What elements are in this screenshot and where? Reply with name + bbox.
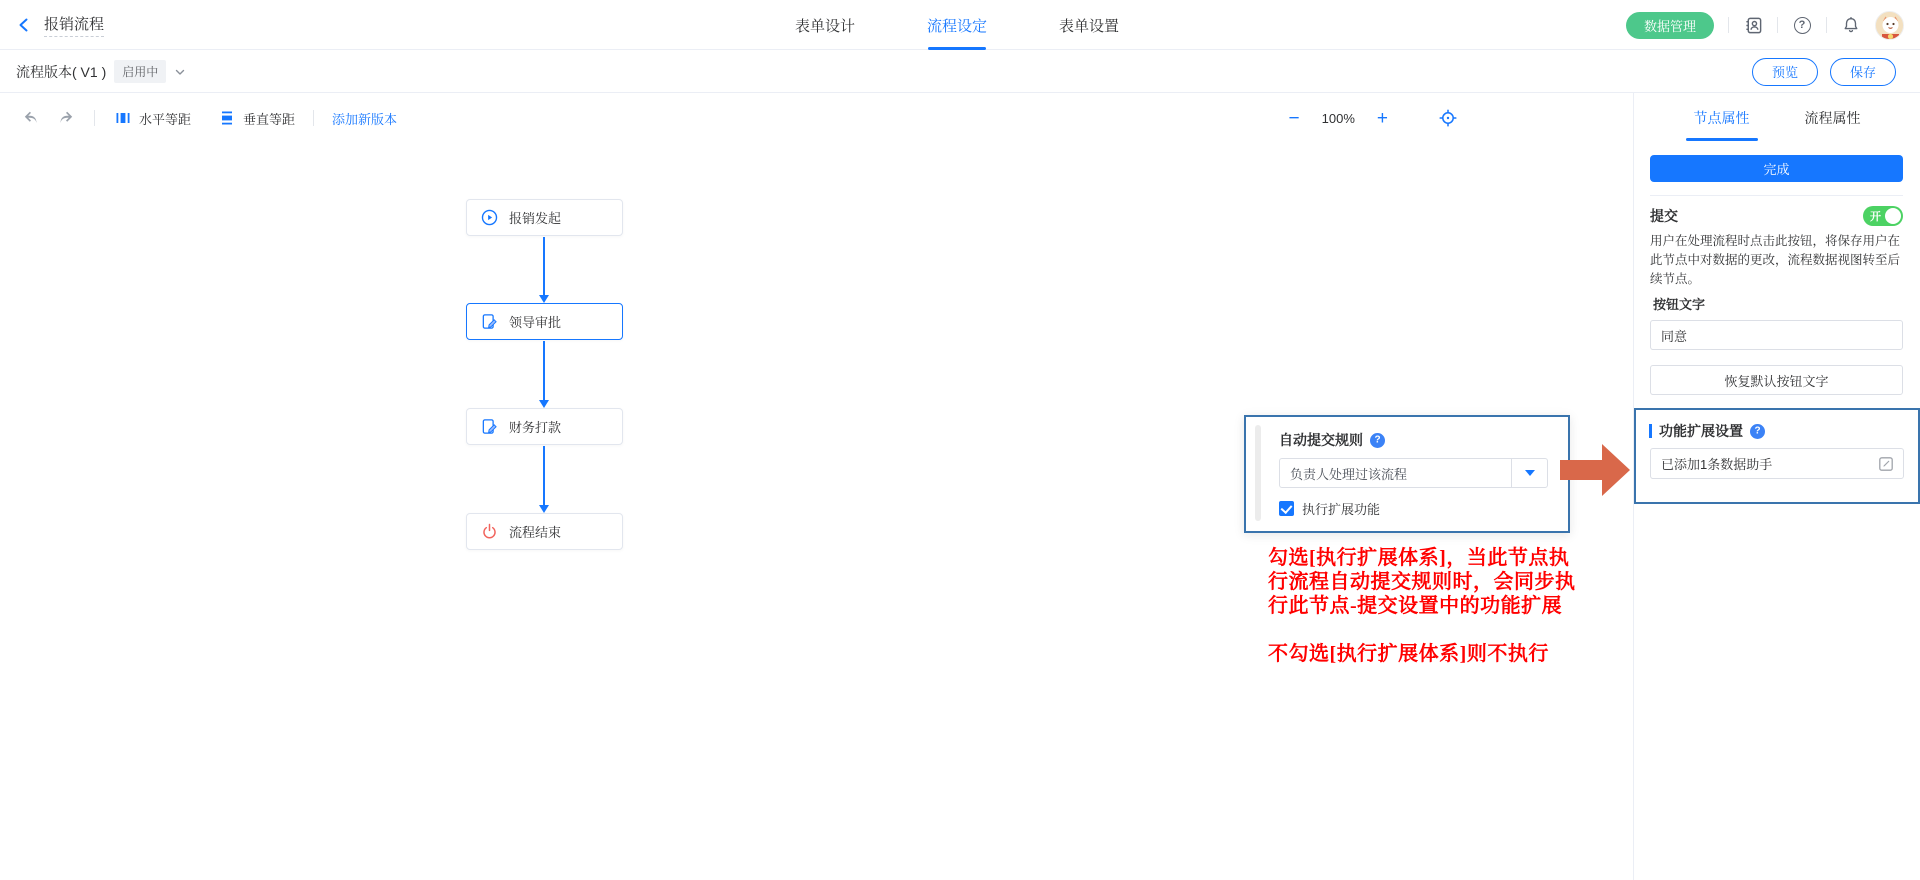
- version-label: 流程版本( V1 ): [16, 63, 107, 80]
- annotation-line: 不勾选[执行扩展体系]则不执行: [1268, 643, 1549, 665]
- node-label: 流程结束: [509, 525, 562, 540]
- flow-connector: [538, 237, 550, 303]
- data-manage-button[interactable]: 数据管理: [1626, 12, 1714, 39]
- submit-description: 用户在处理流程时点击此按钮，将保存用户在此节点中对数据的更改，流程数据视图转至后续节点。: [1650, 234, 1901, 286]
- user-avatar[interactable]: [1875, 11, 1904, 40]
- divider: [94, 110, 95, 126]
- question-circle-icon[interactable]: [1750, 424, 1765, 439]
- v-equal-icon[interactable]: [217, 108, 237, 128]
- header-tabs: [795, 0, 1119, 50]
- flow-node-start[interactable]: [466, 199, 623, 236]
- submit-section-title: 提交: [1650, 208, 1678, 224]
- checkbox-label: 执行扩展功能: [1302, 502, 1381, 517]
- divider: [1826, 17, 1827, 33]
- auto-submit-rule-popup: [1244, 415, 1570, 533]
- flow-connector: [538, 341, 550, 408]
- annotation-line: 勾选[执行扩展体系]，当此节点执: [1268, 547, 1570, 569]
- extension-section-title: 功能扩展设置: [1659, 423, 1743, 439]
- undo-icon[interactable]: [20, 108, 40, 128]
- divider: [313, 110, 314, 126]
- edit-icon[interactable]: [1878, 456, 1894, 472]
- h-equal-label[interactable]: 水平等距: [139, 111, 192, 127]
- help-icon[interactable]: [1792, 15, 1812, 35]
- tab-form-design[interactable]: 表单设计: [795, 17, 856, 35]
- status-badge: 启用中: [114, 60, 166, 83]
- version-selector[interactable]: [16, 50, 186, 93]
- add-version-link[interactable]: 添加新版本: [332, 111, 398, 127]
- canvas-toolbar: [0, 93, 1633, 143]
- select-value: 负责人处理过该流程: [1290, 466, 1408, 482]
- properties-sidebar: [1633, 93, 1920, 880]
- divider: [1650, 195, 1903, 196]
- node-label: 领导审批: [509, 315, 562, 330]
- play-circle-icon: [481, 209, 498, 226]
- save-button[interactable]: 保存: [1830, 58, 1896, 86]
- flow-node-end[interactable]: [466, 513, 623, 550]
- data-assistant-value: 已添加1条数据助手: [1661, 457, 1773, 472]
- data-assistant-field[interactable]: [1650, 448, 1904, 479]
- zoom-level: 100%: [1321, 110, 1355, 126]
- v-equal-label[interactable]: 垂直等距: [243, 111, 296, 127]
- checkbox-checked-icon[interactable]: [1279, 501, 1294, 516]
- divider: [1728, 17, 1729, 33]
- annotation-text: [1268, 546, 1598, 666]
- edit-doc-icon: [481, 418, 498, 435]
- chevron-down-icon: [174, 66, 186, 78]
- auto-submit-rule-select[interactable]: [1279, 458, 1548, 488]
- version-bar: [0, 50, 1920, 93]
- tab-form-setting[interactable]: 表单设置: [1059, 17, 1120, 35]
- flow-node-finance-pay[interactable]: [466, 408, 623, 445]
- submit-toggle[interactable]: 开: [1863, 206, 1903, 226]
- redo-icon[interactable]: [56, 108, 76, 128]
- page-title[interactable]: 报销流程: [44, 13, 104, 37]
- button-text-input[interactable]: [1650, 320, 1903, 350]
- extension-checkbox-row[interactable]: [1279, 499, 1380, 518]
- divider: [1777, 17, 1778, 33]
- node-label: 报销发起: [509, 211, 562, 226]
- chevron-down-icon: [1525, 470, 1535, 476]
- address-book-icon[interactable]: [1743, 15, 1763, 35]
- h-equal-icon[interactable]: [113, 108, 133, 128]
- zoom-in-button[interactable]: +: [1376, 107, 1388, 129]
- extension-settings-highlight: [1634, 408, 1920, 504]
- tab-process-setting[interactable]: 流程设定: [927, 0, 987, 50]
- node-label: 财务打款: [509, 420, 562, 435]
- annotation-line: 行流程自动提交规则时，会同步执: [1268, 571, 1576, 593]
- app-header: [0, 0, 1920, 50]
- edit-doc-icon: [481, 313, 498, 330]
- bell-icon[interactable]: [1841, 15, 1861, 35]
- flow-node-leader-approve[interactable]: [466, 303, 623, 340]
- done-button[interactable]: 完成: [1650, 155, 1903, 182]
- button-text-label: 按钮文字: [1653, 297, 1706, 312]
- flow-connector: [538, 446, 550, 513]
- popup-title: 自动提交规则: [1279, 432, 1363, 448]
- question-circle-icon[interactable]: [1370, 433, 1385, 448]
- zoom-out-button[interactable]: −: [1288, 107, 1300, 129]
- tab-process-properties[interactable]: 流程属性: [1804, 110, 1861, 126]
- annotation-arrow-icon: [1560, 444, 1630, 496]
- back-icon[interactable]: [16, 16, 34, 34]
- annotation-line: 行此节点-提交设置中的功能扩展: [1268, 595, 1563, 617]
- tab-node-properties[interactable]: 节点属性: [1694, 93, 1750, 143]
- power-icon: [481, 523, 498, 540]
- toggle-knob: [1885, 208, 1901, 224]
- locate-icon[interactable]: [1438, 108, 1458, 128]
- preview-button[interactable]: 预览: [1752, 58, 1818, 86]
- scrollbar[interactable]: [1255, 425, 1261, 521]
- restore-default-button[interactable]: 恢复默认按钮文字: [1650, 365, 1903, 395]
- section-marker: [1649, 424, 1652, 438]
